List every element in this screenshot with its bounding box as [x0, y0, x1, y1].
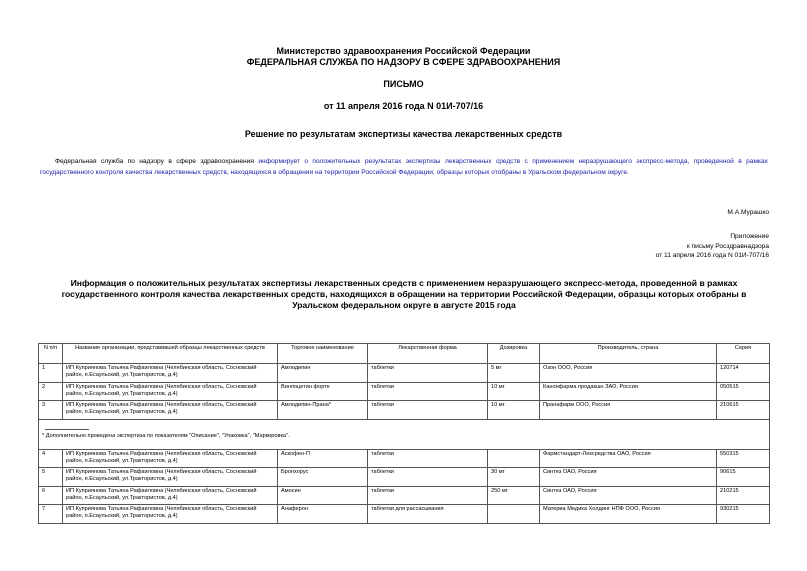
cell-manufacturer: Фармстандарт-Лексредства ОАО, Россия: [540, 449, 717, 468]
table-row: [39, 505, 770, 524]
results-table: [38, 343, 770, 524]
appendix-line-3: от 11 апреля 2016 года N 01И-707/16: [655, 252, 769, 259]
cell-organization: ИП Куприянова Татьяна Рафаиловна (Челябинская область, Сосновский район, п.Есаульский, ул.Трактористов, д.4): [63, 382, 278, 401]
signature: М.А.Мурашко: [727, 209, 769, 216]
cell-trade-name: Анаферон: [278, 505, 368, 524]
body-intro: Федеральная служба по надзору в сфере здравоохранения: [55, 158, 254, 165]
service-title: ФЕДЕРАЛЬНАЯ СЛУЖБА ПО НАДЗОРУ В СФЕРЕ ЗДРАВООХРАНЕНИЯ: [246, 57, 561, 67]
cell-manufacturer: Синтез ОАО, Россия: [540, 486, 717, 505]
table-row: [39, 468, 770, 487]
body-link-text[interactable]: информирует о положительных результатах экспертизы лекарственных средств с применением неразрушающего экспресс-метода, проведенной в рамках государственного контроля качества лекарственных средств, находящихся в обращении на территории Российской Федерации, образцы которых отобраны в Уральском федеральном округе.: [40, 158, 768, 176]
cell-trade-name: Аскофен-П: [278, 449, 368, 468]
info-title: Информация о положительных результатах экспертизы лекарственных средств с применением неразрушающего экспресс-метода, проведенной в рамках государственного контроля качества лекарственных средств, находящихся в обращении на территории Российской Федерации, образцы которых отобраны в Уральском федеральном округе в августе 2015 года: [61, 278, 747, 310]
cell-dosage-form: таблетки: [368, 364, 488, 383]
cell-series: 050515: [717, 382, 770, 401]
cell-series: 550315: [717, 449, 770, 468]
table-note: [39, 419, 770, 449]
cell-trade-name: Амосин: [278, 486, 368, 505]
table-row: [39, 364, 770, 383]
cell-number: 4: [39, 449, 63, 468]
cell-organization: ИП Куприянова Татьяна Рафаиловна (Челябинская область, Сосновский район, п.Есаульский, ул.Трактористов, д.4): [63, 505, 278, 524]
table-row: [39, 449, 770, 468]
cell-manufacturer: Озон ООО, Россия: [540, 364, 717, 383]
cell-dosage-form: таблетки: [368, 486, 488, 505]
col-dose: Дозировка: [488, 344, 540, 364]
table-row: [39, 401, 770, 420]
table-header-row: [39, 344, 770, 364]
appendix-line-1: Приложение: [730, 233, 769, 240]
cell-series: 90615: [717, 468, 770, 487]
cell-series: 210215: [717, 486, 770, 505]
doc-date-number: от 11 апреля 2016 года N 01И-707/16: [323, 101, 484, 111]
footnote-text: * Дополнительно проведена экспертиза по показателям "Описание", "Упаковка", "Маркировка".: [42, 433, 290, 440]
col-manufacturer: Производитель, страна: [540, 344, 717, 364]
cell-trade-name: Бронхорус: [278, 468, 368, 487]
cell-dosage-form: таблетки для рассасывания: [368, 505, 488, 524]
cell-trade-name: Винпоцетин форте: [278, 382, 368, 401]
cell-number: 6: [39, 486, 63, 505]
cell-manufacturer: Канонфарма продакшн ЗАО, Россия: [540, 382, 717, 401]
cell-dosage-form: таблетки: [368, 401, 488, 420]
cell-series: 210615: [717, 401, 770, 420]
col-number: N п/п: [39, 344, 63, 364]
col-dosage-form: Лекарственная форма: [368, 344, 488, 364]
cell-dose: 10 мг: [488, 382, 540, 401]
cell-dose: 250 мг: [488, 486, 540, 505]
col-trade-name: Торговое наименование: [278, 344, 368, 364]
body-paragraph: [40, 156, 768, 178]
cell-number: 5: [39, 468, 63, 487]
cell-dosage-form: таблетки: [368, 449, 488, 468]
cell-manufacturer: Материа Медика Холдинг НПФ ООО, Россия: [540, 505, 717, 524]
appendix-block: [656, 232, 769, 261]
cell-organization: ИП Куприянова Татьяна Рафаиловна (Челябинская область, Сосновский район, п.Есаульский, ул.Трактористов, д.4): [63, 486, 278, 505]
doc-type: ПИСЬМО: [383, 79, 424, 89]
cell-dose: 30 мг: [488, 468, 540, 487]
cell-dose: [488, 505, 540, 524]
cell-organization: ИП Куприянова Татьяна Рафаиловна (Челябинская область, Сосновский район, п.Есаульский, ул.Трактористов, д.4): [63, 468, 278, 487]
doc-subject: Решение по результатам экспертизы качества лекарственных средств: [244, 129, 563, 139]
footnote-divider: [45, 429, 89, 430]
cell-dose: [488, 449, 540, 468]
cell-organization: ИП Куприянова Татьяна Рафаиловна (Челябинская область, Сосновский район, п.Есаульский, ул.Трактористов, д.4): [63, 401, 278, 420]
ministry-title: Министерство здравоохранения Российской Федерации: [276, 46, 531, 56]
cell-trade-name: Амлодипин-Прана*: [278, 401, 368, 420]
cell-dose: 10 мг: [488, 401, 540, 420]
cell-number: 2: [39, 382, 63, 401]
col-series: Серия: [717, 344, 770, 364]
cell-dose: 5 мг: [488, 364, 540, 383]
table-row: [39, 486, 770, 505]
cell-number: 1: [39, 364, 63, 383]
table-note-row: [39, 419, 770, 449]
cell-number: 7: [39, 505, 63, 524]
cell-number: 3: [39, 401, 63, 420]
appendix-line-2: к письму Росздравнадзора: [686, 242, 769, 250]
cell-dosage-form: таблетки: [368, 382, 488, 401]
cell-series: 930215: [717, 505, 770, 524]
col-organization: Название организации, представившей образцы лекарственных средств: [63, 344, 278, 364]
cell-dosage-form: таблетки: [368, 468, 488, 487]
cell-manufacturer: Синтез ОАО, Россия: [540, 468, 717, 487]
cell-organization: ИП Куприянова Татьяна Рафаиловна (Челябинская область, Сосновский район, п.Есаульский, ул.Трактористов, д.4): [63, 364, 278, 383]
cell-manufacturer: Пранафарм ООО, Россия: [540, 401, 717, 420]
cell-series: 120714: [717, 364, 770, 383]
table-row: [39, 382, 770, 401]
cell-trade-name: Амлодипин: [278, 364, 368, 383]
cell-organization: ИП Куприянова Татьяна Рафаиловна (Челябинская область, Сосновский район, п.Есаульский, ул.Трактористов, д.4): [63, 449, 278, 468]
